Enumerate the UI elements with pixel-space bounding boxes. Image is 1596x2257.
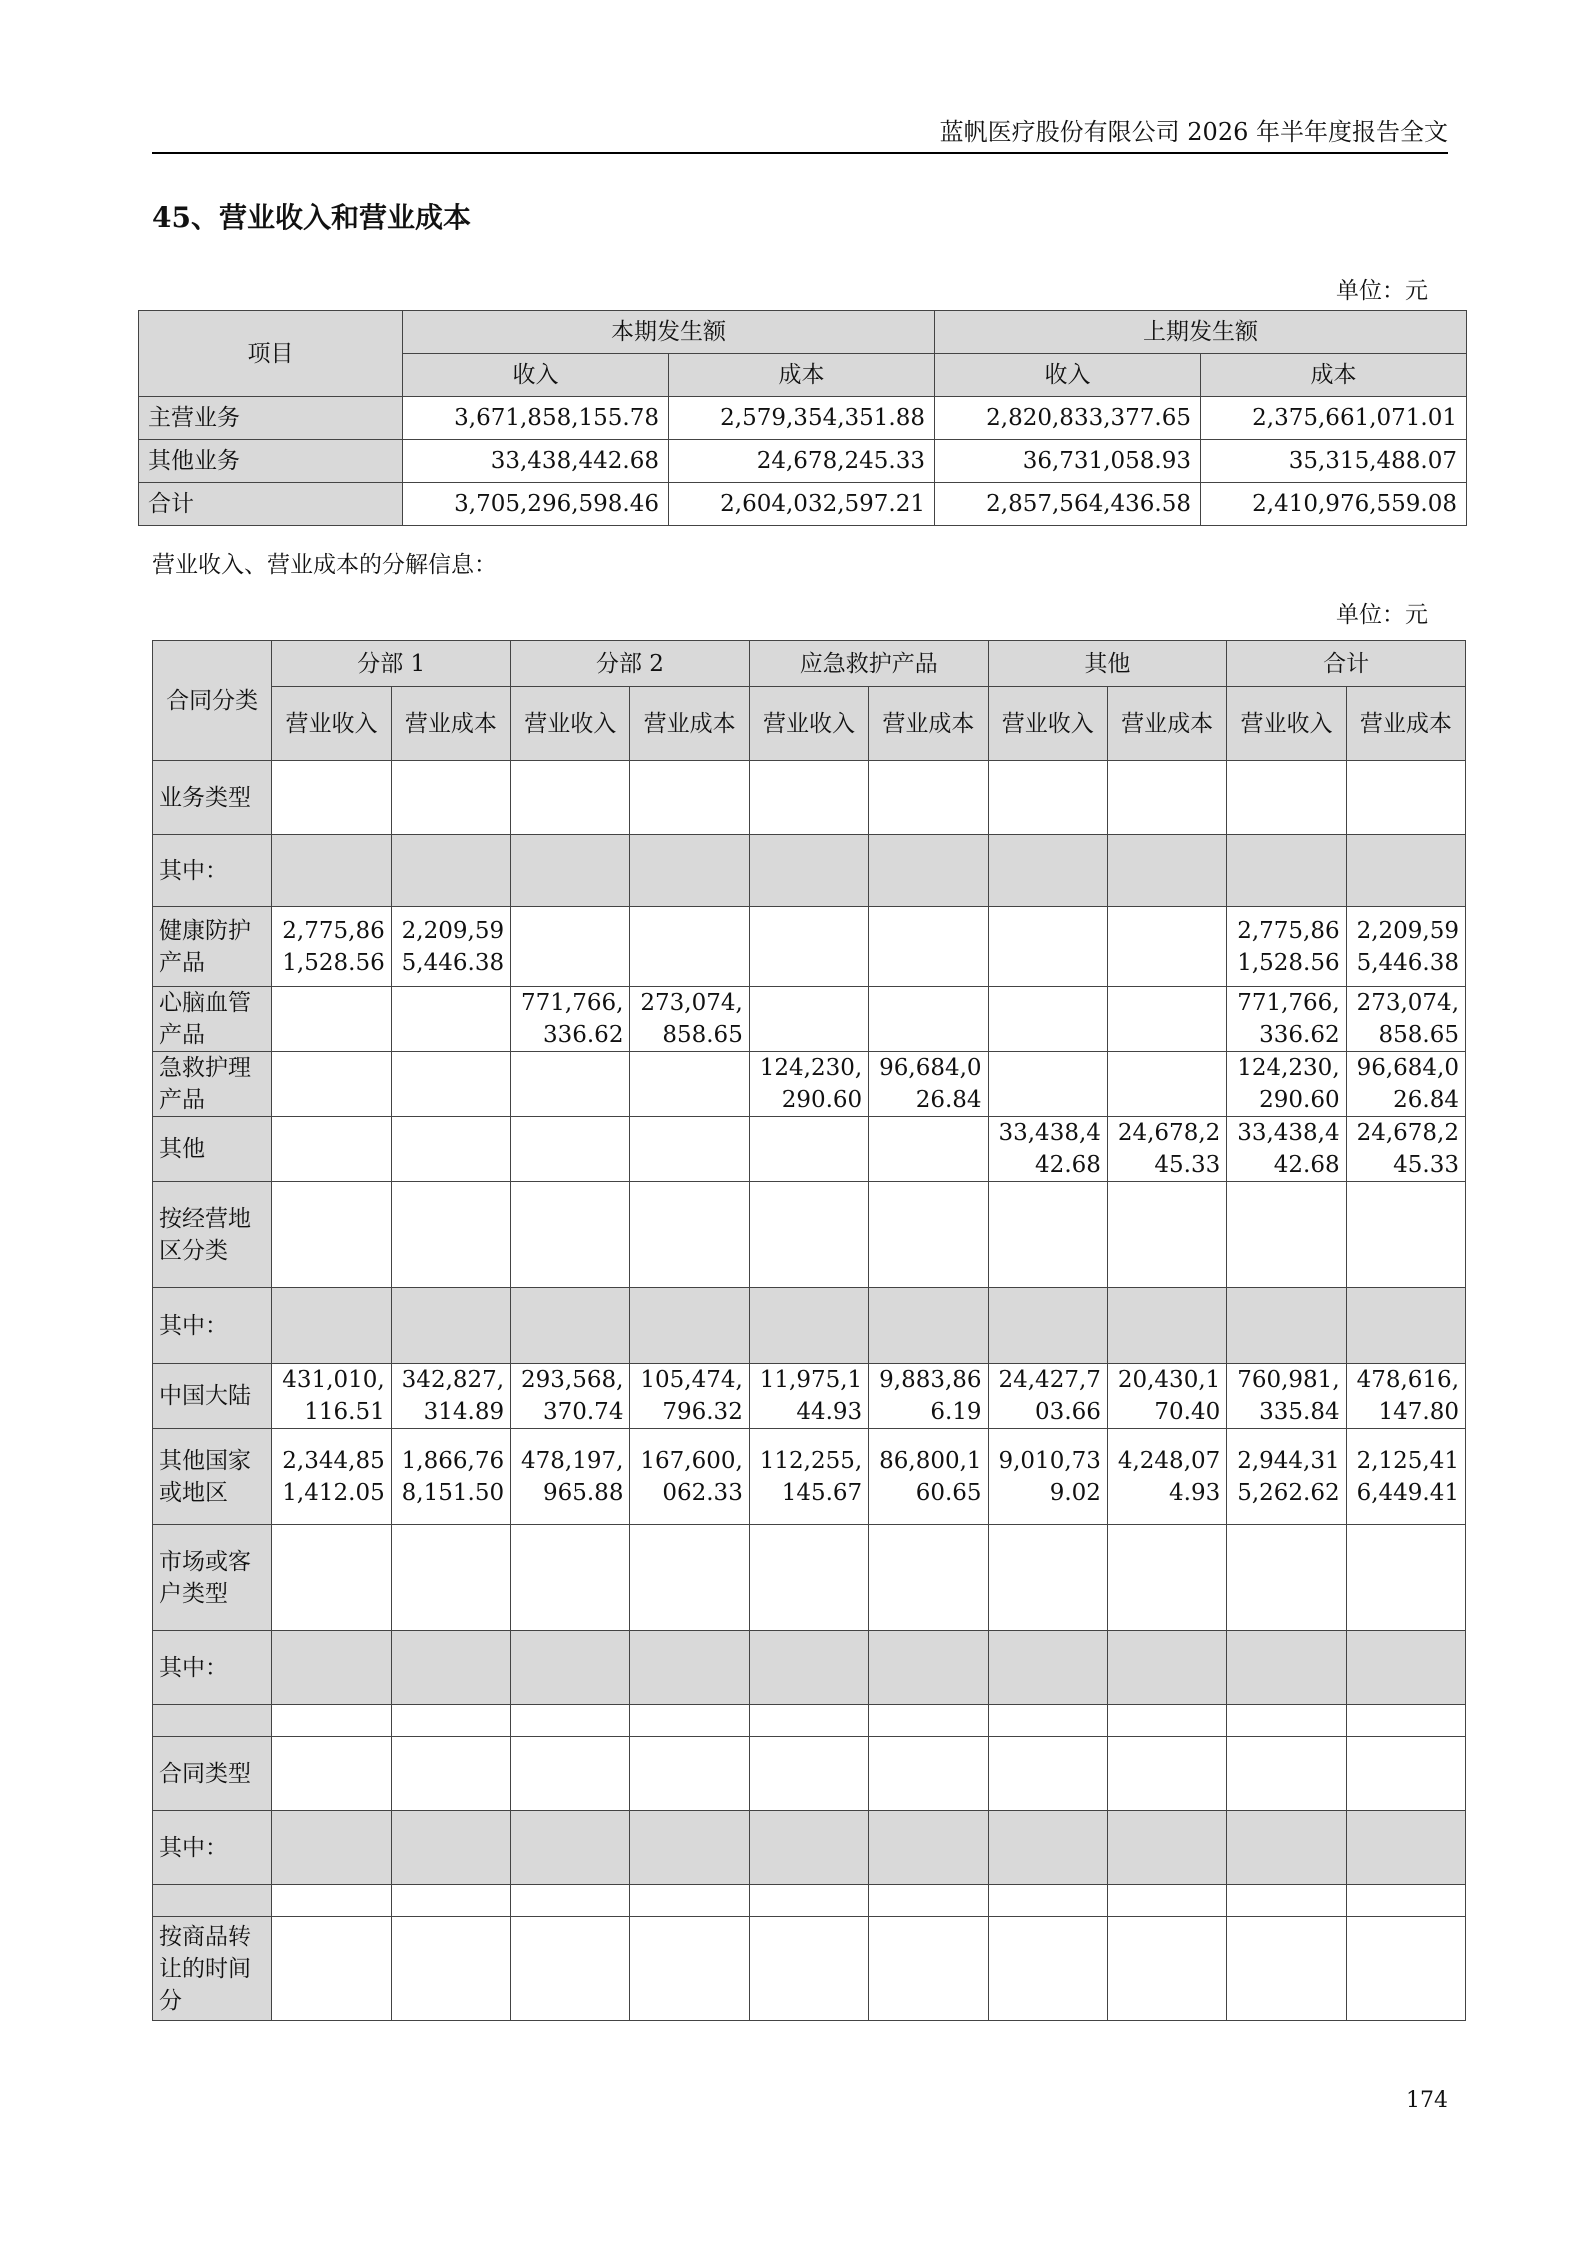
cell-revenue bbox=[1227, 1885, 1346, 1917]
cell-cost bbox=[630, 1737, 749, 1811]
cell-revenue: 431,010,116.51 bbox=[272, 1364, 391, 1429]
cell-cost bbox=[630, 1811, 749, 1885]
table-row bbox=[139, 440, 1467, 483]
cell-current-revenue: 3,671,858,155.78 bbox=[403, 397, 669, 440]
row-label: 按经营地区分类 bbox=[153, 1182, 272, 1288]
cell-cost: 1,866,768,151.50 bbox=[391, 1429, 510, 1525]
cell-cost bbox=[1346, 1737, 1465, 1811]
row-label: 其他国家或地区 bbox=[153, 1429, 272, 1525]
row-label: 其中： bbox=[153, 1631, 272, 1705]
cell-cost bbox=[869, 1811, 988, 1885]
cell-cost bbox=[1107, 835, 1226, 907]
cell-cost bbox=[630, 761, 749, 835]
cell-cost bbox=[869, 1705, 988, 1737]
cell-cost bbox=[1107, 1052, 1226, 1117]
cell-cost bbox=[869, 1737, 988, 1811]
cell-cost: 86,800,160.65 bbox=[869, 1429, 988, 1525]
cell-cost bbox=[391, 1705, 510, 1737]
cell-revenue bbox=[1227, 1631, 1346, 1705]
cell-revenue: 112,255,145.67 bbox=[749, 1429, 868, 1525]
cell-cost bbox=[1107, 1288, 1226, 1364]
col-header-group-5: 合计 bbox=[1227, 641, 1466, 687]
cell-revenue bbox=[272, 1052, 391, 1117]
cell-cost bbox=[630, 907, 749, 987]
cell-revenue bbox=[988, 1288, 1107, 1364]
col-header-operating-cost: 营业成本 bbox=[630, 687, 749, 761]
cell-cost bbox=[630, 1052, 749, 1117]
cell-cost bbox=[630, 1885, 749, 1917]
col-header-group-3: 应急救护产品 bbox=[749, 641, 988, 687]
row-label bbox=[153, 1885, 272, 1917]
cell-cost bbox=[1346, 1811, 1465, 1885]
row-label: 急救护理产品 bbox=[153, 1052, 272, 1117]
row-label: 业务类型 bbox=[153, 761, 272, 835]
cell-revenue: 124,230,290.60 bbox=[1227, 1052, 1346, 1117]
cell-cost: 24,678,245.33 bbox=[1346, 1117, 1465, 1182]
cell-cost bbox=[391, 1811, 510, 1885]
cell-cost bbox=[869, 1525, 988, 1631]
cell-revenue: 33,438,442.68 bbox=[988, 1117, 1107, 1182]
cell-cost bbox=[1107, 907, 1226, 987]
cell-previous-revenue: 36,731,058.93 bbox=[935, 440, 1201, 483]
row-label: 中国大陆 bbox=[153, 1364, 272, 1429]
table-row bbox=[153, 1288, 1466, 1364]
cell-cost bbox=[391, 1885, 510, 1917]
table-row bbox=[153, 1705, 1466, 1737]
cell-cost bbox=[630, 1288, 749, 1364]
cell-revenue bbox=[1227, 1737, 1346, 1811]
row-label: 市场或客户类型 bbox=[153, 1525, 272, 1631]
row-label: 其中： bbox=[153, 835, 272, 907]
table-row bbox=[153, 1737, 1466, 1811]
cell-current-revenue: 33,438,442.68 bbox=[403, 440, 669, 483]
row-label: 合同类型 bbox=[153, 1737, 272, 1811]
cell-revenue bbox=[1227, 1525, 1346, 1631]
row-label: 其中： bbox=[153, 1811, 272, 1885]
cell-cost: 167,600,062.33 bbox=[630, 1429, 749, 1525]
cell-revenue bbox=[749, 1117, 868, 1182]
cell-cost bbox=[391, 1182, 510, 1288]
row-label: 其他 bbox=[153, 1117, 272, 1182]
cell-revenue bbox=[749, 1631, 868, 1705]
cell-revenue bbox=[749, 987, 868, 1052]
cell-revenue bbox=[272, 1705, 391, 1737]
cell-cost bbox=[1346, 1917, 1465, 2021]
cell-revenue bbox=[511, 907, 630, 987]
col-header-operating-revenue: 营业收入 bbox=[511, 687, 630, 761]
cell-revenue bbox=[1227, 1705, 1346, 1737]
cell-revenue bbox=[749, 761, 868, 835]
cell-revenue bbox=[511, 1737, 630, 1811]
cell-revenue bbox=[988, 1182, 1107, 1288]
cell-revenue: 2,775,861,528.56 bbox=[1227, 907, 1346, 987]
row-label: 其中： bbox=[153, 1288, 272, 1364]
cell-cost bbox=[391, 1117, 510, 1182]
cell-revenue: 2,944,315,262.62 bbox=[1227, 1429, 1346, 1525]
col-header-operating-cost: 营业成本 bbox=[1107, 687, 1226, 761]
table-row bbox=[153, 1429, 1466, 1525]
cell-cost bbox=[869, 907, 988, 987]
cell-revenue bbox=[272, 1288, 391, 1364]
cell-cost bbox=[1107, 987, 1226, 1052]
unit-label-1: 单位：元 bbox=[1336, 278, 1428, 304]
cell-cost bbox=[391, 761, 510, 835]
table-row bbox=[153, 987, 1466, 1052]
cell-revenue bbox=[988, 987, 1107, 1052]
cell-revenue: 124,230,290.60 bbox=[749, 1052, 868, 1117]
cell-revenue bbox=[988, 1705, 1107, 1737]
cell-revenue bbox=[749, 1705, 868, 1737]
cell-cost bbox=[869, 987, 988, 1052]
cell-cost: 96,684,026.84 bbox=[869, 1052, 988, 1117]
cell-revenue bbox=[988, 1885, 1107, 1917]
table-row bbox=[153, 1917, 1466, 2021]
cell-previous-revenue: 2,820,833,377.65 bbox=[935, 397, 1201, 440]
cell-revenue bbox=[272, 1811, 391, 1885]
cell-cost bbox=[630, 1705, 749, 1737]
row-label: 合计 bbox=[139, 483, 403, 526]
cell-cost: 2,209,595,446.38 bbox=[1346, 907, 1465, 987]
table-row bbox=[153, 1631, 1466, 1705]
cell-revenue bbox=[749, 1885, 868, 1917]
col-header-group-4: 其他 bbox=[988, 641, 1227, 687]
cell-revenue: 760,981,335.84 bbox=[1227, 1364, 1346, 1429]
cell-revenue bbox=[1227, 835, 1346, 907]
cell-cost: 2,209,595,446.38 bbox=[391, 907, 510, 987]
row-label: 其他业务 bbox=[139, 440, 403, 483]
cell-revenue bbox=[511, 1917, 630, 2021]
cell-revenue bbox=[988, 1631, 1107, 1705]
cell-revenue bbox=[511, 1052, 630, 1117]
cell-cost: 96,684,026.84 bbox=[1346, 1052, 1465, 1117]
cell-revenue bbox=[1227, 1917, 1346, 2021]
cell-current-cost: 2,604,032,597.21 bbox=[669, 483, 935, 526]
cell-cost bbox=[1346, 761, 1465, 835]
cell-revenue bbox=[749, 1288, 868, 1364]
table-row bbox=[153, 835, 1466, 907]
cell-cost bbox=[391, 1631, 510, 1705]
cell-cost bbox=[391, 987, 510, 1052]
cell-cost bbox=[1107, 1811, 1226, 1885]
cell-revenue bbox=[272, 1117, 391, 1182]
cell-cost: 2,125,416,449.41 bbox=[1346, 1429, 1465, 1525]
cell-revenue: 771,766,336.62 bbox=[511, 987, 630, 1052]
cell-cost bbox=[1107, 1705, 1226, 1737]
cell-cost bbox=[869, 1117, 988, 1182]
cell-revenue bbox=[511, 1811, 630, 1885]
cell-cost bbox=[391, 1052, 510, 1117]
cell-revenue bbox=[511, 1885, 630, 1917]
cell-revenue bbox=[511, 1117, 630, 1182]
cell-cost: 273,074,858.65 bbox=[630, 987, 749, 1052]
table-row bbox=[153, 907, 1466, 987]
col-header-current-revenue: 收入 bbox=[403, 354, 669, 397]
table-row bbox=[139, 483, 1467, 526]
cell-cost bbox=[630, 835, 749, 907]
cell-cost bbox=[1107, 1737, 1226, 1811]
cell-revenue bbox=[988, 1737, 1107, 1811]
cell-revenue: 771,766,336.62 bbox=[1227, 987, 1346, 1052]
col-header-operating-revenue: 营业收入 bbox=[749, 687, 868, 761]
cell-revenue: 478,197,965.88 bbox=[511, 1429, 630, 1525]
cell-current-revenue: 3,705,296,598.46 bbox=[403, 483, 669, 526]
cell-cost: 478,616,147.80 bbox=[1346, 1364, 1465, 1429]
cell-cost bbox=[1346, 1525, 1465, 1631]
cell-cost bbox=[1346, 1885, 1465, 1917]
cell-revenue bbox=[272, 1885, 391, 1917]
section-title: 45、营业收入和营业成本 bbox=[152, 201, 471, 234]
cell-cost bbox=[869, 1917, 988, 2021]
row-label: 健康防护产品 bbox=[153, 907, 272, 987]
cell-revenue bbox=[988, 1917, 1107, 2021]
cell-cost bbox=[869, 1885, 988, 1917]
report-header-title: 蓝帆医疗股份有限公司 2026 年半年度报告全文 bbox=[939, 118, 1448, 146]
col-header-item: 项目 bbox=[139, 311, 403, 397]
cell-cost bbox=[869, 1182, 988, 1288]
cell-cost bbox=[630, 1631, 749, 1705]
table-row bbox=[153, 1525, 1466, 1631]
cell-revenue: 9,010,739.02 bbox=[988, 1429, 1107, 1525]
cell-cost: 24,678,245.33 bbox=[1107, 1117, 1226, 1182]
breakdown-note: 营业收入、营业成本的分解信息： bbox=[152, 552, 497, 578]
cell-revenue bbox=[511, 1182, 630, 1288]
col-header-group-1: 分部 1 bbox=[272, 641, 511, 687]
cell-revenue bbox=[272, 1631, 391, 1705]
col-header-operating-revenue: 营业收入 bbox=[272, 687, 391, 761]
cell-cost bbox=[1107, 1525, 1226, 1631]
col-header-previous-revenue: 收入 bbox=[935, 354, 1201, 397]
cell-current-cost: 24,678,245.33 bbox=[669, 440, 935, 483]
cell-revenue bbox=[511, 1288, 630, 1364]
col-header-operating-revenue: 营业收入 bbox=[988, 687, 1107, 761]
cell-cost bbox=[630, 1182, 749, 1288]
cell-revenue bbox=[749, 1737, 868, 1811]
cell-revenue bbox=[272, 1182, 391, 1288]
cell-revenue bbox=[272, 1525, 391, 1631]
cell-revenue bbox=[1227, 761, 1346, 835]
table-row bbox=[153, 1364, 1466, 1429]
cell-previous-cost: 2,410,976,559.08 bbox=[1201, 483, 1467, 526]
cell-revenue bbox=[988, 1525, 1107, 1631]
cell-cost bbox=[1107, 761, 1226, 835]
cell-revenue bbox=[1227, 1288, 1346, 1364]
cell-revenue bbox=[511, 761, 630, 835]
cell-current-cost: 2,579,354,351.88 bbox=[669, 397, 935, 440]
cell-revenue bbox=[272, 1737, 391, 1811]
cell-cost: 105,474,796.32 bbox=[630, 1364, 749, 1429]
cell-revenue bbox=[988, 1052, 1107, 1117]
col-header-previous-period: 上期发生额 bbox=[935, 311, 1467, 354]
cell-previous-revenue: 2,857,564,436.58 bbox=[935, 483, 1201, 526]
cell-revenue bbox=[272, 987, 391, 1052]
row-label: 按商品转让的时间分 bbox=[153, 1917, 272, 2021]
cell-revenue bbox=[988, 1811, 1107, 1885]
row-label: 心脑血管产品 bbox=[153, 987, 272, 1052]
page-number: 174 bbox=[1406, 2088, 1448, 2113]
cell-cost bbox=[630, 1117, 749, 1182]
table-row bbox=[153, 1052, 1466, 1117]
cell-revenue bbox=[272, 1917, 391, 2021]
cell-revenue bbox=[749, 1917, 868, 2021]
cell-revenue bbox=[988, 835, 1107, 907]
cell-cost bbox=[1346, 1705, 1465, 1737]
cell-cost bbox=[1107, 1917, 1226, 2021]
col-header-operating-cost: 营业成本 bbox=[391, 687, 510, 761]
cell-cost: 20,430,170.40 bbox=[1107, 1364, 1226, 1429]
unit-label-2: 单位：元 bbox=[1336, 602, 1428, 628]
cell-cost bbox=[1346, 835, 1465, 907]
row-label bbox=[153, 1705, 272, 1737]
cell-cost bbox=[1107, 1631, 1226, 1705]
cell-cost bbox=[391, 1917, 510, 2021]
table-row bbox=[153, 1811, 1466, 1885]
col-header-current-cost: 成本 bbox=[669, 354, 935, 397]
cell-cost bbox=[630, 1525, 749, 1631]
table-row bbox=[153, 761, 1466, 835]
cell-cost bbox=[869, 761, 988, 835]
cell-revenue bbox=[749, 1182, 868, 1288]
cell-cost bbox=[869, 835, 988, 907]
row-label: 主营业务 bbox=[139, 397, 403, 440]
revenue-cost-table bbox=[138, 310, 1467, 526]
table-row bbox=[153, 1182, 1466, 1288]
header-divider bbox=[152, 152, 1448, 154]
cell-revenue bbox=[511, 835, 630, 907]
cell-cost bbox=[391, 1737, 510, 1811]
cell-revenue bbox=[1227, 1811, 1346, 1885]
cell-revenue bbox=[749, 907, 868, 987]
cell-cost bbox=[1346, 1288, 1465, 1364]
cell-revenue bbox=[272, 761, 391, 835]
cell-cost: 9,883,866.19 bbox=[869, 1364, 988, 1429]
cell-revenue bbox=[511, 1705, 630, 1737]
cell-revenue bbox=[272, 835, 391, 907]
cell-cost bbox=[391, 1288, 510, 1364]
cell-cost bbox=[391, 1525, 510, 1631]
col-header-previous-cost: 成本 bbox=[1201, 354, 1467, 397]
col-header-group-2: 分部 2 bbox=[511, 641, 750, 687]
cell-previous-cost: 2,375,661,071.01 bbox=[1201, 397, 1467, 440]
cell-revenue: 11,975,144.93 bbox=[749, 1364, 868, 1429]
cell-cost: 342,827,314.89 bbox=[391, 1364, 510, 1429]
cell-cost bbox=[869, 1631, 988, 1705]
cell-cost bbox=[630, 1917, 749, 2021]
cell-cost bbox=[1107, 1885, 1226, 1917]
cell-revenue: 24,427,703.66 bbox=[988, 1364, 1107, 1429]
cell-revenue bbox=[511, 1631, 630, 1705]
col-header-operating-cost: 营业成本 bbox=[1346, 687, 1465, 761]
cell-cost bbox=[1346, 1631, 1465, 1705]
cell-cost bbox=[1346, 1182, 1465, 1288]
cell-revenue bbox=[988, 761, 1107, 835]
cell-cost bbox=[1107, 1182, 1226, 1288]
col-header-contract-classification: 合同分类 bbox=[153, 641, 272, 761]
cell-revenue: 2,344,851,412.05 bbox=[272, 1429, 391, 1525]
cell-revenue: 293,568,370.74 bbox=[511, 1364, 630, 1429]
cell-revenue bbox=[511, 1525, 630, 1631]
table-row bbox=[153, 1885, 1466, 1917]
cell-revenue bbox=[1227, 1182, 1346, 1288]
cell-revenue: 33,438,442.68 bbox=[1227, 1117, 1346, 1182]
table-row bbox=[153, 1117, 1466, 1182]
cell-cost: 273,074,858.65 bbox=[1346, 987, 1465, 1052]
cell-revenue bbox=[749, 1811, 868, 1885]
cell-revenue bbox=[988, 907, 1107, 987]
col-header-operating-cost: 营业成本 bbox=[869, 687, 988, 761]
cell-cost bbox=[391, 835, 510, 907]
cell-cost: 4,248,074.93 bbox=[1107, 1429, 1226, 1525]
cell-cost bbox=[869, 1288, 988, 1364]
col-header-operating-revenue: 营业收入 bbox=[1227, 687, 1346, 761]
cell-revenue: 2,775,861,528.56 bbox=[272, 907, 391, 987]
cell-revenue bbox=[749, 1525, 868, 1631]
revenue-breakdown-table bbox=[152, 640, 1466, 2021]
cell-revenue bbox=[749, 835, 868, 907]
col-header-current-period: 本期发生额 bbox=[403, 311, 935, 354]
cell-previous-cost: 35,315,488.07 bbox=[1201, 440, 1467, 483]
table-row bbox=[139, 397, 1467, 440]
